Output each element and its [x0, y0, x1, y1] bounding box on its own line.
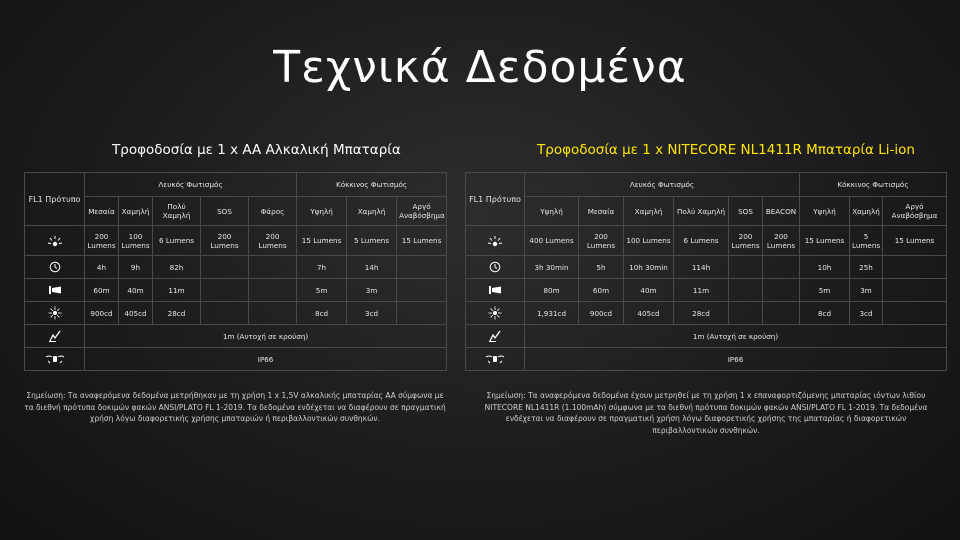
- intensity-cell: 900cd: [85, 302, 119, 325]
- distance-cell: 40m: [119, 279, 153, 302]
- intensity-cell: 28cd: [674, 302, 729, 325]
- runtime-cell: 3h 30min: [525, 256, 579, 279]
- white-light-header: Λευκός Φωτισμός: [85, 173, 297, 197]
- runtime-cell: 114h: [674, 256, 729, 279]
- mode-header: Υψηλή: [525, 197, 579, 226]
- distance-cell: 3m: [347, 279, 397, 302]
- intensity-cell: 3cd: [347, 302, 397, 325]
- distance-cell: 11m: [153, 279, 201, 302]
- brightness-icon: [466, 226, 525, 256]
- runtime-cell: [249, 256, 297, 279]
- intensity-cell: [397, 302, 447, 325]
- waterproof-icon: [25, 348, 85, 371]
- intensity-cell: 405cd: [119, 302, 153, 325]
- distance-cell: [201, 279, 249, 302]
- waterproof-icon: [466, 348, 525, 371]
- lumens-cell: 400 Lumens: [525, 226, 579, 256]
- mode-header: Υψηλή: [297, 197, 347, 226]
- lumens-cell: 6 Lumens: [153, 226, 201, 256]
- lumens-cell: 15 Lumens: [883, 226, 947, 256]
- mode-header: Φάρος: [249, 197, 297, 226]
- lumens-cell: 200 Lumens: [85, 226, 119, 256]
- distance-cell: [397, 279, 447, 302]
- intensity-cell: 1,931cd: [525, 302, 579, 325]
- mode-header: Πολύ Χαμηλή: [674, 197, 729, 226]
- intensity-cell: [249, 302, 297, 325]
- intensity-cell: 8cd: [800, 302, 850, 325]
- runtime-cell: 5h: [579, 256, 624, 279]
- runtime-cell: 7h: [297, 256, 347, 279]
- aa-battery-heading: Τροφοδοσία με 1 x AA Αλκαλική Μπαταρία: [112, 142, 401, 158]
- beam-distance-icon: [25, 279, 85, 302]
- ip-rating-cell: IP66: [85, 348, 447, 371]
- runtime-cell: 14h: [347, 256, 397, 279]
- lumens-cell: 5 Lumens: [347, 226, 397, 256]
- runtime-cell: [883, 256, 947, 279]
- beam-distance-icon: [466, 279, 525, 302]
- intensity-cell: 900cd: [579, 302, 624, 325]
- mode-header: Χαμηλή: [347, 197, 397, 226]
- mode-header: Πολύ Χαμηλή: [153, 197, 201, 226]
- page-title: Τεχνικά Δεδομένα: [273, 42, 687, 93]
- intensity-cell: 8cd: [297, 302, 347, 325]
- impact-resistance-icon: [25, 325, 85, 348]
- mode-header: Αργό Αναβόσβημα: [883, 197, 947, 226]
- impact-cell: 1m (Αντοχή σε κρούση): [525, 325, 947, 348]
- distance-cell: 60m: [579, 279, 624, 302]
- distance-cell: 80m: [525, 279, 579, 302]
- mode-header: Χαμηλή: [624, 197, 674, 226]
- lumens-cell: 200 Lumens: [249, 226, 297, 256]
- aa-test-note: Σημείωση: Τα αναφερόμενα δεδομένα μετρήθηκαν με τη χρήση 1 x 1,5V αλκαλικής μπαταρίας AA σύμφωνα με τα διεθνή πρότυπα δοκιμών φακών ANSI/PLATO FL 1-2019. Τα δεδομένα ενδέχεται να διαφέρουν σε πραγματική χρήση λόγω διαφορετικής χρήσης μπαταριών ή περιβαλλοντικών συνθηκών.: [24, 391, 446, 423]
- model-label: FL1 Πρότυπο: [466, 173, 525, 226]
- intensity-cell: 28cd: [153, 302, 201, 325]
- model-label: FL1 Πρότυπο: [25, 173, 85, 226]
- peak-intensity-icon: [25, 302, 85, 325]
- distance-cell: 5m: [800, 279, 850, 302]
- runtime-clock-icon: [25, 256, 85, 279]
- intensity-cell: [763, 302, 800, 325]
- mode-header: BEACON: [763, 197, 800, 226]
- lumens-cell: 100 Lumens: [119, 226, 153, 256]
- mode-header: Υψηλή: [800, 197, 850, 226]
- ip-rating-cell: IP66: [525, 348, 947, 371]
- mode-header: SOS: [201, 197, 249, 226]
- impact-cell: 1m (Αντοχή σε κρούση): [85, 325, 447, 348]
- lumens-cell: 200 Lumens: [201, 226, 249, 256]
- intensity-cell: [729, 302, 763, 325]
- intensity-cell: [883, 302, 947, 325]
- mode-header: Αργό Αναβόσβημα: [397, 197, 447, 226]
- red-light-header: Κόκκινος Φωτισμός: [297, 173, 447, 197]
- mode-header: Μεσαία: [579, 197, 624, 226]
- distance-cell: 3m: [850, 279, 883, 302]
- lumens-cell: 15 Lumens: [397, 226, 447, 256]
- intensity-cell: [201, 302, 249, 325]
- distance-cell: [729, 279, 763, 302]
- runtime-cell: 9h: [119, 256, 153, 279]
- impact-resistance-icon: [466, 325, 525, 348]
- lumens-cell: 200 Lumens: [729, 226, 763, 256]
- lumens-cell: 15 Lumens: [800, 226, 850, 256]
- runtime-cell: 4h: [85, 256, 119, 279]
- distance-cell: [763, 279, 800, 302]
- lumens-cell: 200 Lumens: [579, 226, 624, 256]
- runtime-cell: 10h: [800, 256, 850, 279]
- white-light-header: Λευκός Φωτισμός: [525, 173, 800, 197]
- runtime-cell: [201, 256, 249, 279]
- distance-cell: 60m: [85, 279, 119, 302]
- brightness-icon: [25, 226, 85, 256]
- liion-battery-heading: Τροφοδοσία με 1 x NITECORE NL1411R Μπαταρία Li-ion: [537, 142, 915, 158]
- runtime-cell: 25h: [850, 256, 883, 279]
- intensity-cell: 3cd: [850, 302, 883, 325]
- red-light-header: Κόκκινος Φωτισμός: [800, 173, 947, 197]
- peak-intensity-icon: [466, 302, 525, 325]
- mode-header: SOS: [729, 197, 763, 226]
- distance-cell: [883, 279, 947, 302]
- runtime-cell: [763, 256, 800, 279]
- liion-test-note: Σημείωση: Τα αναφερόμενα δεδομένα έχουν μετρηθεί με τη χρήση 1 x επαναφορτιζόμενης μπαταρίας ιόντων λιθίου NITECORE NL1411R (1.100mAh) σύμφωνα με τα διεθνή πρότυπα δοκιμών φακών ANSI/PLATO FL 1-2019. Τα δεδομένα ενδέχεται να διαφέρουν σε πραγματική χρήση λόγω διαφορετικής χρήσης της μπαταρίας ή διαφορετικών περιβαλλοντικών συνθηκών.: [484, 391, 928, 435]
- runtime-clock-icon: [466, 256, 525, 279]
- runtime-cell: [397, 256, 447, 279]
- lumens-cell: 200 Lumens: [763, 226, 800, 256]
- runtime-cell: [729, 256, 763, 279]
- intensity-cell: 405cd: [624, 302, 674, 325]
- liion-spec-table: [465, 172, 947, 371]
- runtime-cell: 82h: [153, 256, 201, 279]
- distance-cell: 11m: [674, 279, 729, 302]
- lumens-cell: 6 Lumens: [674, 226, 729, 256]
- lumens-cell: 100 Lumens: [624, 226, 674, 256]
- runtime-cell: 10h 30min: [624, 256, 674, 279]
- aa-spec-table: [24, 172, 447, 371]
- distance-cell: 40m: [624, 279, 674, 302]
- lumens-cell: 15 Lumens: [297, 226, 347, 256]
- lumens-cell: 5 Lumens: [850, 226, 883, 256]
- distance-cell: [249, 279, 297, 302]
- mode-header: Χαμηλή: [850, 197, 883, 226]
- mode-header: Χαμηλή: [119, 197, 153, 226]
- distance-cell: 5m: [297, 279, 347, 302]
- mode-header: Μεσαία: [85, 197, 119, 226]
